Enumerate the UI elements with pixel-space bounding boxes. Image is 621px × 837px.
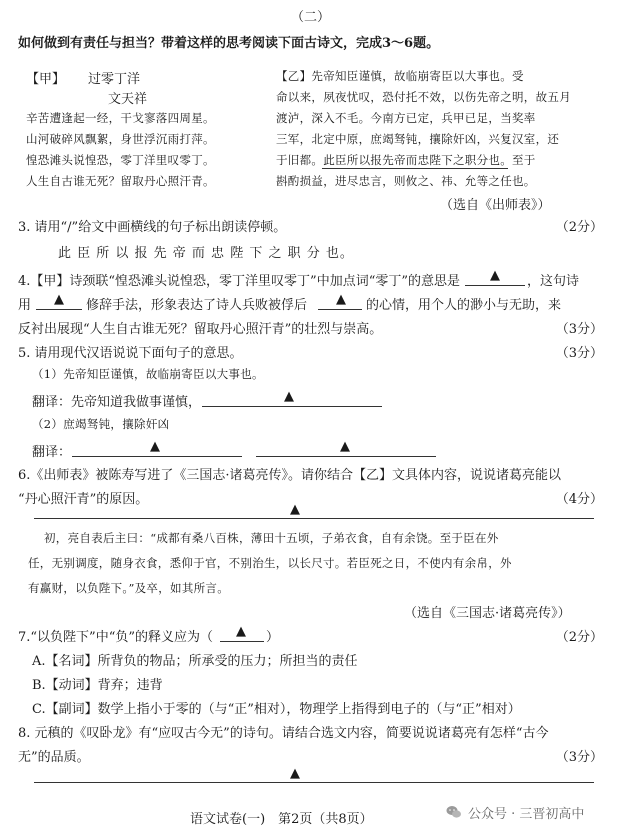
q6-line1: 6.《出师表》被陈寿写进了《三国志·诸葛亮传》。请你结合【乙】文具体内容，说说诸葛亮能以 [18,468,562,483]
q8-line1: 8. 元稹的《叹卧龙》有“应叹古今无”的诗句。请结合选文内容，简要说说诸葛亮有怎样“古今 [18,726,549,741]
q6-line2: “丹心照汗青”的原因。 [18,492,149,507]
extract-source: （选自《三国志·诸葛亮传》） [404,606,571,621]
passage-line: 【乙】先帝知臣谨慎，故临崩寄臣以大事也。受 [276,69,524,83]
q4-line3: 反衬出展现“人生自古谁无死？留取丹心照汗青”的壮烈与崇高。 [18,322,383,337]
answer-mark: ▲ [290,502,300,517]
wechat-icon [446,804,462,820]
q3-score: （2分） [555,220,603,235]
q5-ans2-label: 翻译： [32,445,72,460]
q6-answer-line[interactable] [34,518,594,519]
q8-line2: 无”的品质。 [18,750,90,765]
q4-blank-1[interactable] [465,285,525,286]
q5-stem: 5. 请用现代汉语说说下面句子的意思。 [18,346,243,361]
passage-line: 三军，北定中原，庶竭驽钝，攘除奸凶，兴复汉室，还 [276,132,560,146]
passage-line: 斟酌损益，进尽忠言，则攸之、祎、允等之任也。 [276,174,536,188]
poem-line: 山河破碎风飘絮，身世浮沉雨打萍。 [26,132,215,146]
q5-item1: （1）先帝知臣谨慎，故临崩寄臣以大事也。 [32,367,264,381]
q5-blank-1[interactable] [202,406,382,407]
answer-mark: ▲ [150,439,160,454]
q8-score: （3分） [555,750,603,765]
answer-mark: ▲ [284,389,294,404]
q4-line1: 4.【甲】诗颈联“惶恐滩头说惶恐，零丁洋里叹零丁”中加点词“零丁”的意思是 [18,274,460,289]
q7-score: （2分） [555,630,603,645]
q4-blank-3[interactable] [318,309,362,310]
q5-blank-3[interactable] [256,456,436,457]
page-footer: 语文试卷(一) 第2页（共8页） [190,812,373,827]
answer-mark: ▲ [236,624,246,639]
q4-blank-2[interactable] [36,309,82,310]
q7-option-a[interactable]: A.【名词】所背负的物品；所承受的压力；所担当的责任 [32,654,358,669]
q5-score: （3分） [555,346,603,361]
q4-line2-c: 的心情，用个人的渺小与无助，来 [366,298,562,313]
q7-stem: 7.“以负陛下”中“负”的释义应为（ [18,630,213,645]
passage-source: （选自《出师表》） [440,198,551,213]
poem-title: 过零丁洋 [88,72,141,87]
poem-line: 惶恐滩头说惶恐，零丁洋里叹零丁。 [26,153,215,167]
answer-mark: ▲ [290,766,300,781]
q5-item2: （2）庶竭驽钝，攘除奸凶 [32,417,170,431]
q7-option-b[interactable]: B.【动词】背弃；违背 [32,678,163,693]
intro-text: 如何做到有责任与担当？带着这样的思考阅读下面古诗文，完成3～6题。 [18,36,440,51]
q7-blank[interactable] [220,641,264,642]
q5-ans1-label: 翻译：先帝知道我做事谨慎， [32,395,202,410]
underline-sentence [322,168,508,169]
q6-score: （4分） [555,492,603,507]
q5-blank-2[interactable] [72,456,242,457]
poem-line: 人生自古谁无死？留取丹心照汗青。 [26,174,215,188]
passage-line: 于旧都。此臣所以报先帝而忠陛下之职分也。至于 [276,153,536,167]
answer-mark: ▲ [336,292,346,307]
q7-stem-end: ） [266,630,280,645]
answer-mark: ▲ [54,292,64,307]
watermark [446,796,604,828]
passage-line: 命以来，夙夜忧叹，恐付托不效，以伤先帝之明，故五月 [276,90,571,104]
answer-mark: ▲ [340,439,350,454]
passage-line: 渡泸，深入不毛。今南方已定，兵甲已足，当奖率 [276,111,536,125]
q4-line1-end: ，这句诗 [527,274,580,289]
poem-author: 文天祥 [108,92,148,107]
q3-stem: 3. 请用“/”给文中画横线的句子标出朗读停顿。 [18,220,287,235]
q8-answer-line[interactable] [34,782,594,783]
q3-sentence: 此 臣 所 以 报 先 帝 而 忠 陛 下 之 职 分 也。 [58,246,354,261]
poem-line: 辛苦遭逢起一经，干戈寥落四周星。 [26,111,215,125]
q4-line2-b: 修辞手法，形象表达了诗人兵败被俘后 [86,298,308,313]
answer-mark: ▲ [490,268,500,283]
watermark-text: 公众号 · 三晋初高中 [468,806,585,822]
extract-line: 任，无别调度，随身衣食，悉仰于官，不别治生，以长尺寸。若臣死之日，不使内有余帛，外 [28,556,512,570]
q4-line2-a: 用 [18,298,32,313]
section-title: （二） [290,10,330,25]
q4-score: （3分） [555,322,603,337]
extract-line: 有赢财，以负陛下。”及卒，如其所言。 [28,581,230,595]
q7-option-c[interactable]: C.【副词】数学上指小于零的（与“正”相对），物理学上指得到电子的（与“正”相对） [32,702,521,717]
extract-line: 初，亮自表后主曰：“成都有桑八百株，薄田十五顷，子弟衣食，自有余饶。至于臣在外 [44,531,499,545]
poem-tag: 【甲】 [26,72,66,87]
